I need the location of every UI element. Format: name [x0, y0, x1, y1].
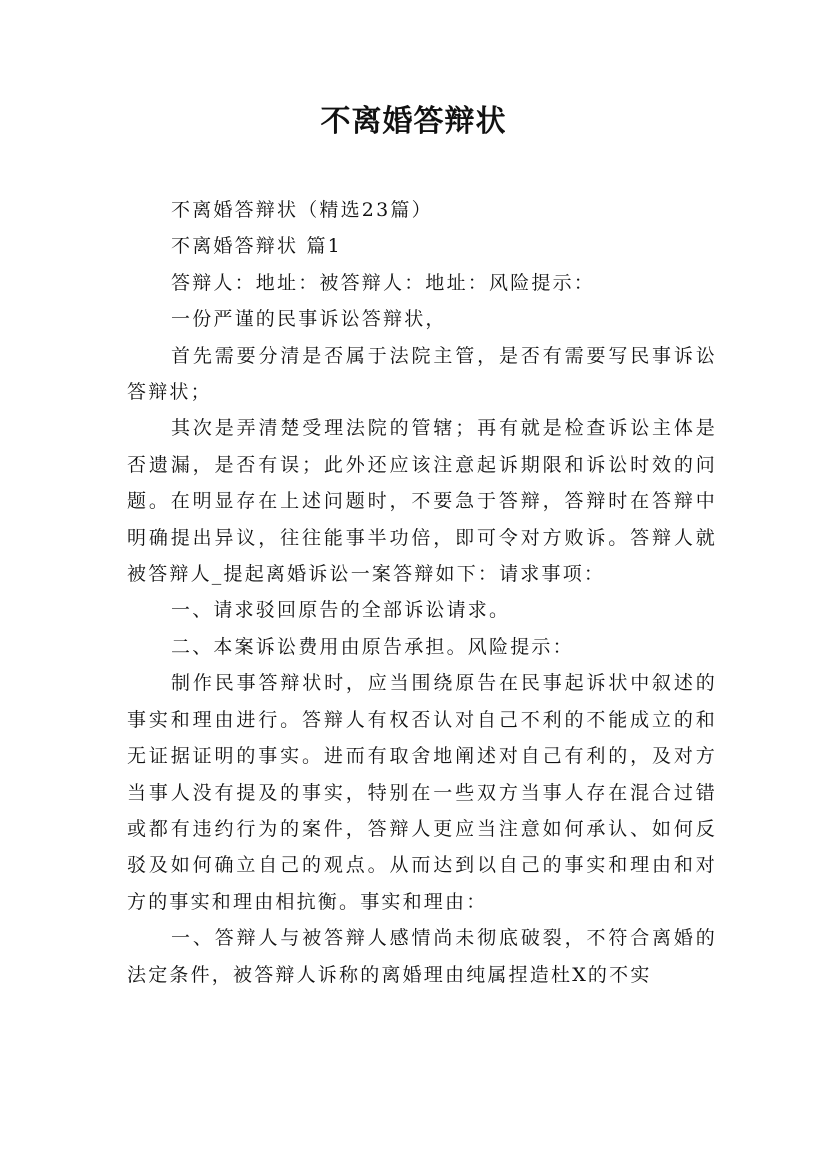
- paragraph: 答辩人：地址：被答辩人：地址：风险提示：: [171, 271, 596, 294]
- document-body: [127, 192, 717, 993]
- document-title: 不离婚答辩状: [320, 104, 507, 139]
- paragraph: 其次是弄清楚受理法院的管辖；再有就是检查诉讼主体是否遗漏，是否有误；此外还应该注意起诉期限和诉讼时效的问题。在明显存在上述问题时，不要急于答辩，答辩时在答辩中明确提出异议，往往能事半功倍，即可令对方败诉。答辩人就被答辩人_提起离婚诉讼一案答辩如下：请求事项：: [127, 417, 717, 586]
- paragraph: 一份严谨的民事诉讼答辩状，: [171, 308, 447, 331]
- paragraph: 一、答辩人与被答辩人感情尚未彻底破裂，不符合离婚的法定条件，被答辩人诉称的离婚理由纯属捏造杜X的不实: [127, 927, 717, 986]
- paragraph-section-heading: 不离婚答辩状 篇1: [171, 235, 342, 258]
- paragraph: 制作民事答辩状时，应当围绕原告在民事起诉状中叙述的事实和理由进行。答辩人有权否认对自己不利的不能成立的和无证据证明的事实。进而有取舍地阐述对自己有利的，及对方当事人没有提及的事实，特别在一些双方当事人存在混合过错或都有违约行为的案件，答辩人更应当注意如何承认、如何反驳及如何确立自己的观点。从而达到以自己的事实和理由和对方的事实和理由相抗衡。事实和理由：: [127, 672, 717, 913]
- paragraph-subtitle: 不离婚答辩状（精选23篇）: [171, 199, 433, 221]
- paragraph: 首先需要分清是否属于法院主管，是否有需要写民事诉讼答辩状；: [127, 344, 717, 404]
- paragraph: 二、本案诉讼费用由原告承担。风险提示：: [171, 635, 574, 658]
- paragraph: 一、请求驳回原告的全部诉讼请求。: [171, 599, 511, 622]
